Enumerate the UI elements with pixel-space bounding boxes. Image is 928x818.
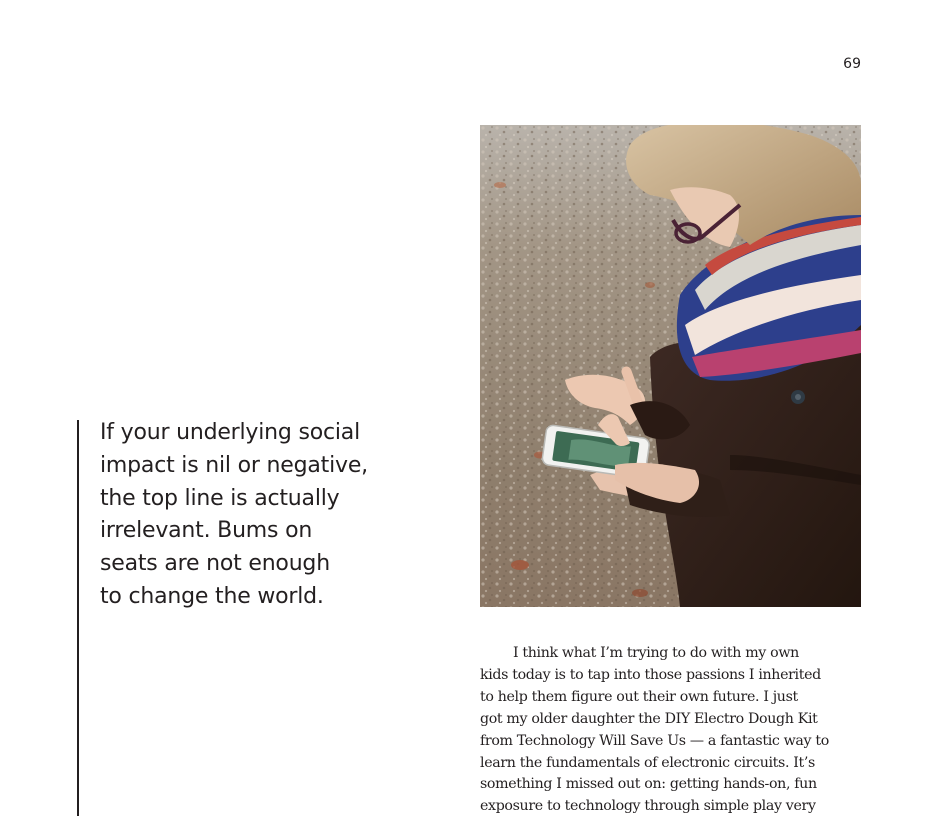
body-text-line: learn the fundamentals of electronic circuits. It’s bbox=[480, 754, 815, 771]
body-text bbox=[480, 643, 860, 818]
woman-using-smartphone-photo bbox=[480, 125, 861, 607]
pull-quote-line: the top line is actually bbox=[100, 485, 340, 511]
body-text-line: kids today is to tap into those passions I inherited bbox=[480, 666, 821, 683]
body-text-line: from Technology Will Save Us — a fantastic way to bbox=[480, 732, 829, 749]
body-text-line: to help them figure out their own future. I just bbox=[480, 688, 798, 705]
pull-quote-line: irrelevant. Bums on bbox=[100, 518, 313, 544]
body-text-line: exposure to technology through simple play very bbox=[480, 798, 816, 815]
pull-quote-line: seats are not enough bbox=[100, 551, 330, 577]
pull-quote bbox=[100, 417, 400, 614]
pull-quote-line: If your underlying social bbox=[100, 420, 360, 445]
pull-quote-line: impact is nil or negative, bbox=[100, 452, 368, 478]
pull-quote-line: to change the world. bbox=[100, 583, 324, 609]
pull-quote-rule bbox=[77, 420, 79, 816]
body-text-line: got my older daughter the DIY Electro Dough Kit bbox=[480, 710, 818, 727]
page-number: 69 bbox=[843, 56, 861, 72]
body-text-line: I think what I’m trying to do with my own bbox=[513, 645, 799, 661]
body-text-line: something I missed out on: getting hands-on, fun bbox=[480, 776, 817, 793]
